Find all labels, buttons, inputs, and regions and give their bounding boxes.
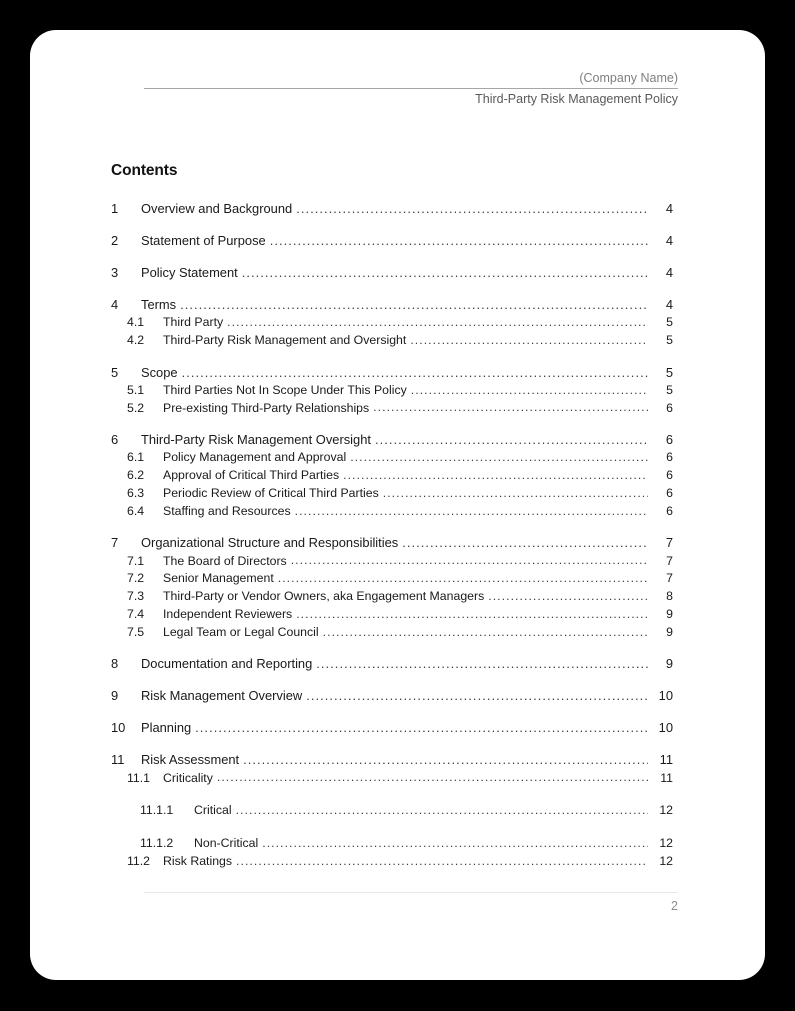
toc-entry[interactable] xyxy=(111,835,673,852)
toc-entry-page-number: 9 xyxy=(665,656,673,672)
toc-dot-leader xyxy=(411,382,648,394)
toc-entry-number: 6 xyxy=(111,432,119,448)
toc-entry-label: Third Party xyxy=(163,315,224,330)
toc-entry-page-number: 5 xyxy=(666,333,673,348)
table-of-contents xyxy=(111,200,673,870)
toc-entry-label: Third Parties Not In Scope Under This Policy xyxy=(163,382,407,397)
toc-dot-leader xyxy=(373,399,648,411)
toc-entry-number: 10 xyxy=(111,720,126,736)
toc-dot-leader xyxy=(227,314,648,326)
toc-dot-leader xyxy=(375,431,648,444)
toc-entry-page-number: 6 xyxy=(666,486,673,501)
toc-entry[interactable] xyxy=(111,853,673,870)
toc-entry[interactable] xyxy=(111,467,673,484)
toc-entry-page-number: 7 xyxy=(666,553,673,568)
toc-dot-leader xyxy=(236,853,648,865)
toc-dot-leader xyxy=(323,624,648,636)
toc-dot-leader xyxy=(217,769,648,781)
toc-entry-number: 6.4 xyxy=(127,503,145,518)
toc-entry[interactable] xyxy=(111,570,673,587)
header-document-title: Third-Party Risk Management Policy xyxy=(475,92,678,106)
toc-entry-number: 4.2 xyxy=(127,333,145,348)
toc-entry-number: 4 xyxy=(111,297,119,312)
toc-entry-label: Legal Team or Legal Council xyxy=(163,624,319,639)
toc-entry-label: Pre-existing Third-Party Relationships xyxy=(163,400,370,415)
toc-entry-number: 11.1.1 xyxy=(140,803,174,818)
toc-dot-leader xyxy=(195,719,648,732)
toc-entry[interactable] xyxy=(111,200,673,217)
toc-entry-label: Overview and Background xyxy=(141,201,293,216)
toc-entry[interactable] xyxy=(111,485,673,502)
header-divider xyxy=(144,88,678,89)
toc-entry-label: Terms xyxy=(141,297,177,312)
toc-entry-number: 6.3 xyxy=(127,486,145,501)
toc-dot-leader xyxy=(343,467,648,479)
toc-entry-number: 7.3 xyxy=(127,589,145,604)
toc-entry-number: 6.1 xyxy=(127,450,145,465)
toc-entry[interactable] xyxy=(111,751,673,768)
toc-entry-label: Policy Statement xyxy=(141,265,238,280)
toc-entry-page-number: 5 xyxy=(666,382,673,397)
footer-divider xyxy=(144,892,678,893)
toc-entry-number: 9 xyxy=(111,688,119,704)
contents-heading: Contents xyxy=(111,162,178,179)
toc-entry-label: Risk Ratings xyxy=(163,854,233,869)
toc-entry[interactable] xyxy=(111,534,673,551)
toc-entry-page-number: 5 xyxy=(666,315,673,330)
document-header xyxy=(144,70,678,108)
toc-entry-number: 2 xyxy=(111,233,119,248)
toc-entry-page-number: 6 xyxy=(666,468,673,483)
toc-entry[interactable] xyxy=(111,606,673,623)
toc-entry-number: 5.1 xyxy=(127,382,145,397)
toc-entry-label: Scope xyxy=(141,364,178,380)
toc-entry-page-number: 12 xyxy=(659,854,673,869)
toc-entry-page-number: 8 xyxy=(666,589,673,604)
toc-dot-leader xyxy=(291,552,648,564)
toc-entry-page-number: 6 xyxy=(665,432,673,448)
toc-entry-number: 1 xyxy=(111,201,119,216)
toc-entry-number: 5 xyxy=(111,364,119,380)
toc-dot-leader xyxy=(316,655,648,668)
toc-dot-leader xyxy=(295,503,648,515)
toc-dot-leader xyxy=(182,364,648,377)
toc-entry[interactable] xyxy=(111,503,673,520)
toc-dot-leader xyxy=(243,751,648,764)
toc-entry-page-number: 4 xyxy=(665,265,673,280)
toc-entry[interactable] xyxy=(111,232,673,249)
toc-dot-leader xyxy=(350,449,648,461)
toc-entry-label: Staffing and Resources xyxy=(163,503,291,518)
toc-entry[interactable] xyxy=(111,687,673,704)
toc-entry-label: Risk Assessment xyxy=(141,752,240,768)
toc-entry-label: Policy Management and Approval xyxy=(163,450,347,465)
toc-dot-leader xyxy=(278,570,648,582)
toc-entry-page-number: 4 xyxy=(665,201,673,216)
toc-entry-number: 7.5 xyxy=(127,624,145,639)
toc-entry-page-number: 7 xyxy=(666,571,673,586)
toc-entry-number: 5.2 xyxy=(127,400,145,415)
toc-entry-label: Statement of Purpose xyxy=(141,233,266,248)
toc-entry[interactable] xyxy=(111,449,673,466)
toc-entry-page-number: 7 xyxy=(665,535,673,551)
toc-dot-leader xyxy=(410,332,648,344)
toc-entry-label: Senior Management xyxy=(163,571,274,586)
header-company-name: (Company Name) xyxy=(579,71,678,85)
toc-entry-label: Critical xyxy=(194,803,232,818)
toc-entry[interactable] xyxy=(111,296,673,313)
toc-entry[interactable] xyxy=(111,655,673,672)
toc-entry-page-number: 10 xyxy=(658,688,673,704)
toc-entry[interactable] xyxy=(111,802,673,819)
toc-dot-leader xyxy=(262,835,648,847)
toc-dot-leader xyxy=(242,264,648,277)
toc-entry-page-number: 12 xyxy=(659,803,673,818)
toc-entry[interactable] xyxy=(111,624,673,641)
toc-entry-number: 3 xyxy=(111,265,119,280)
toc-entry-page-number: 10 xyxy=(658,720,673,736)
toc-entry[interactable] xyxy=(111,332,673,349)
toc-dot-leader xyxy=(180,296,648,309)
document-footer xyxy=(144,892,678,913)
toc-entry-page-number: 6 xyxy=(666,450,673,465)
toc-entry-page-number: 5 xyxy=(665,364,673,380)
toc-entry-page-number: 4 xyxy=(665,233,673,248)
toc-entry-number: 11 xyxy=(111,752,125,768)
toc-entry-number: 6.2 xyxy=(127,468,145,483)
toc-entry-number: 7.1 xyxy=(127,553,145,568)
toc-dot-leader xyxy=(296,200,648,213)
toc-dot-leader xyxy=(488,588,648,600)
toc-entry-page-number: 11 xyxy=(659,752,673,768)
toc-entry-page-number: 6 xyxy=(666,400,673,415)
toc-entry-label: Third-Party Risk Management Oversight xyxy=(141,432,371,448)
toc-entry-page-number: 4 xyxy=(665,297,673,312)
toc-entry-label: Non-Critical xyxy=(194,836,259,851)
toc-entry[interactable] xyxy=(111,588,673,605)
footer-page-number: 2 xyxy=(671,899,678,913)
toc-entry-number: 7.4 xyxy=(127,607,145,622)
toc-entry-number: 11.1.2 xyxy=(140,836,174,851)
toc-entry-label: Third-Party or Vendor Owners, aka Engagement Managers xyxy=(163,589,485,604)
toc-entry-page-number: 11 xyxy=(660,770,673,785)
toc-entry[interactable] xyxy=(111,769,673,786)
toc-entry-number: 4.1 xyxy=(127,315,145,330)
toc-entry-label: Risk Management Overview xyxy=(141,688,303,704)
toc-entry-label: Planning xyxy=(141,720,192,736)
toc-entry-page-number: 12 xyxy=(659,836,673,851)
toc-dot-leader xyxy=(296,606,648,618)
toc-entry-page-number: 6 xyxy=(666,503,673,518)
toc-entry[interactable] xyxy=(111,382,673,399)
toc-entry-page-number: 9 xyxy=(666,607,673,622)
toc-entry-label: The Board of Directors xyxy=(163,553,287,568)
toc-entry-label: Documentation and Reporting xyxy=(141,656,313,672)
toc-entry-number: 11.2 xyxy=(127,854,151,869)
toc-entry[interactable] xyxy=(111,264,673,281)
toc-entry[interactable] xyxy=(111,719,673,736)
toc-dot-leader xyxy=(236,802,648,814)
toc-entry-label: Approval of Critical Third Parties xyxy=(163,468,340,483)
toc-entry-label: Criticality xyxy=(163,770,213,785)
toc-entry-page-number: 9 xyxy=(666,624,673,639)
toc-entry[interactable] xyxy=(111,314,673,331)
toc-entry-number: 7 xyxy=(111,535,119,551)
toc-entry[interactable] xyxy=(111,431,673,448)
toc-entry-number: 11.1 xyxy=(127,770,151,785)
toc-dot-leader xyxy=(306,687,648,700)
toc-entry-label: Third-Party Risk Management and Oversight xyxy=(163,333,407,348)
document-page xyxy=(30,30,765,980)
toc-entry[interactable] xyxy=(111,552,673,569)
toc-dot-leader xyxy=(383,485,648,497)
toc-entry-number: 8 xyxy=(111,656,119,672)
toc-entry-label: Periodic Review of Critical Third Parties xyxy=(163,486,379,501)
toc-entry[interactable] xyxy=(111,399,673,416)
toc-dot-leader xyxy=(270,232,648,245)
toc-dot-leader xyxy=(402,534,648,547)
toc-entry-label: Independent Reviewers xyxy=(163,607,293,622)
toc-entry[interactable] xyxy=(111,364,673,381)
toc-entry-label: Organizational Structure and Responsibilities xyxy=(141,535,399,551)
toc-entry-number: 7.2 xyxy=(127,571,145,586)
